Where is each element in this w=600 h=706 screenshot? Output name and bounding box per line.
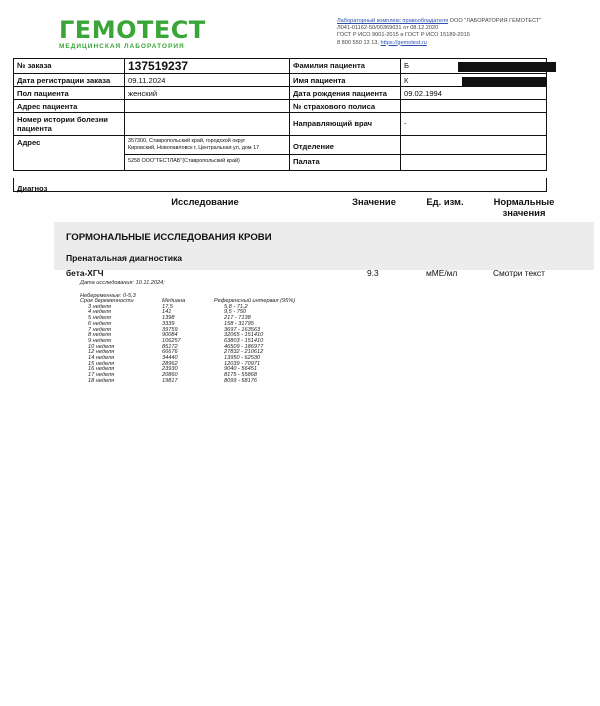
reference-table	[80, 299, 295, 385]
week-cell: 16 неделя	[88, 366, 115, 373]
non-pregnant-range: Небеременные: 0-5,3	[80, 293, 136, 299]
lab-complex-link[interactable]: Лабораторный комплекс правообладателя	[337, 18, 449, 24]
diagnosis-label: Диагноз	[17, 184, 48, 193]
range-cell: 46509 - 186977	[224, 343, 264, 350]
doctor-label: Направляющий врач	[290, 113, 401, 135]
address-block	[125, 136, 290, 170]
range-cell: 9,5 - 750	[224, 309, 247, 316]
column-test: Исследование	[171, 196, 239, 207]
address-line-2: Кировский, Новопавловск г, Центральная ул, дом 17	[128, 145, 260, 151]
diagnosis-row	[13, 178, 547, 192]
range-cell: 8175 - 55868	[224, 372, 257, 379]
department-value	[401, 136, 546, 155]
median-cell: 66676	[162, 349, 178, 356]
week-cell: 17 неделя	[88, 372, 115, 379]
column-norm	[484, 196, 564, 218]
ward-value	[401, 155, 546, 159]
week-cell: 7 неделя	[88, 326, 111, 333]
median-cell: 19817	[162, 377, 178, 384]
column-value: Значение	[352, 196, 396, 207]
doctor-value: -	[404, 119, 407, 128]
dept-ward-values	[401, 136, 546, 170]
surname-value: Б	[404, 61, 409, 70]
patient-address-label: Адрес пациента	[14, 100, 125, 112]
median-cell: 141	[162, 309, 172, 316]
range-cell: 8099 - 58176	[224, 377, 257, 384]
median-cell: 85172	[162, 343, 178, 350]
range-cell: 63803 - 151410	[224, 337, 264, 344]
study-date: Дата исследования: 10.11.2024;	[80, 280, 165, 286]
address-label: Адрес	[14, 136, 125, 170]
address-line-1: 357300, Ставропольский край, городской округ	[128, 138, 246, 144]
range-cell: 27832 - 210612	[224, 349, 264, 356]
median-cell: 39759	[162, 326, 178, 333]
name-value: К	[404, 76, 409, 85]
median-cell: 1398	[162, 315, 175, 322]
reg-date-value: 09.11.2024	[125, 74, 290, 86]
result-name: бета-ХГЧ	[66, 268, 104, 278]
patient-table	[13, 58, 547, 171]
birth-date-label: Дата рождения пациента	[290, 87, 401, 99]
section-title: ГОРМОНАЛЬНЫЕ ИССЛЕДОВАНИЯ КРОВИ	[66, 232, 272, 243]
column-norm-line-1: Нормальные	[493, 196, 555, 207]
median-cell: 20860	[162, 372, 178, 379]
history-label: Номер истории болезни пациента	[14, 113, 125, 135]
week-cell: 18 неделя	[88, 377, 115, 384]
ward-label: Палата	[293, 157, 320, 166]
lab-phone: 8 800 550 13 13,	[337, 39, 381, 46]
address-value	[125, 136, 289, 155]
range-cell: 13950 - 62530	[224, 355, 261, 362]
week-cell: 14 неделя	[88, 355, 115, 362]
lab-license: Л041-01162-50/00369631 от 08.12.2020	[337, 25, 439, 32]
surname-label: Фамилия пациента	[290, 59, 401, 73]
median-cell: 23930	[162, 366, 178, 373]
week-cell: 3 неделя	[88, 303, 111, 310]
range-cell: 158 - 31795	[224, 320, 254, 327]
table-row	[80, 379, 295, 385]
order-label: № заказа	[14, 59, 125, 73]
median-cell: 17,5	[162, 303, 173, 310]
logo-name: ГЕМОТЕСТ	[59, 16, 206, 44]
median-cell: 28962	[162, 360, 178, 367]
range-cell: 9040 - 56451	[224, 366, 257, 373]
sex-value: женский	[125, 87, 290, 99]
week-cell: 15 неделя	[88, 360, 115, 367]
policy-label: № страхового полиса	[290, 100, 401, 112]
order-number: 137519237	[125, 59, 290, 73]
organization-value: 5258 ООО"ТЕСТЛАБ"(Ставропольский край)	[128, 158, 240, 164]
column-unit: Ед. изм.	[426, 196, 464, 207]
section-subtitle: Пренатальная диагностика	[66, 253, 183, 263]
median-cell: 90084	[162, 332, 178, 339]
median-cell: 3339	[162, 320, 175, 327]
result-value: 9.3	[367, 268, 379, 278]
week-cell: 6 неделя	[88, 320, 111, 327]
week-cell: 8 неделя	[88, 332, 111, 339]
range-cell: 5,8 - 71,2	[224, 303, 248, 310]
median-header: Медиана	[162, 298, 186, 304]
term-header: Срок беременности	[80, 298, 134, 304]
lab-website-link[interactable]: https://gemotest.ru	[380, 39, 427, 46]
result-norm: Смотри текст	[493, 268, 545, 278]
dept-ward-labels	[290, 136, 401, 170]
week-cell: 9 неделя	[88, 337, 111, 344]
reg-date-label: Дата регистрации заказа	[14, 74, 125, 86]
name-label: Имя пациента	[290, 74, 401, 86]
redaction-bar	[462, 77, 546, 86]
week-cell: 10 неделя	[88, 343, 115, 350]
gemotest-logo	[59, 18, 206, 50]
range-cell: 217 - 7138	[224, 315, 251, 322]
lab-owner: ООО "ЛАБОРАТОРИЯ ГЕМОТЕСТ"	[448, 18, 542, 24]
lab-info	[337, 18, 541, 47]
range-cell: 12039 - 70971	[224, 360, 261, 367]
birth-date-value: 09.02.1994	[404, 89, 443, 98]
result-unit: мМЕ/мл	[426, 268, 458, 278]
median-cell: 34440	[162, 355, 178, 362]
range-cell: 3697 - 163563	[224, 326, 261, 333]
week-cell: 5 неделя	[88, 315, 111, 322]
column-norm-line-2: значения	[502, 207, 546, 218]
reference-interval-header: Референсный интервал (95%)	[214, 298, 296, 304]
patient-address-value	[125, 100, 290, 112]
redaction-bar	[458, 62, 556, 72]
logo-tagline: МЕДИЦИНСКАЯ ЛАБОРАТОРИЯ	[59, 43, 185, 50]
week-cell: 4 неделя	[88, 309, 111, 316]
policy-value	[401, 100, 546, 112]
lab-standards: ГОСТ Р ИСО 9001-2015 и ГОСТ Р ИСО 15189-2015	[337, 32, 470, 39]
range-cell: 32065 - 151410	[224, 332, 264, 339]
department-label: Отделение	[290, 136, 400, 155]
median-cell: 106257	[162, 337, 181, 344]
history-value	[125, 113, 290, 135]
week-cell: 12 неделя	[88, 349, 115, 356]
sex-label: Пол пациента	[14, 87, 125, 99]
